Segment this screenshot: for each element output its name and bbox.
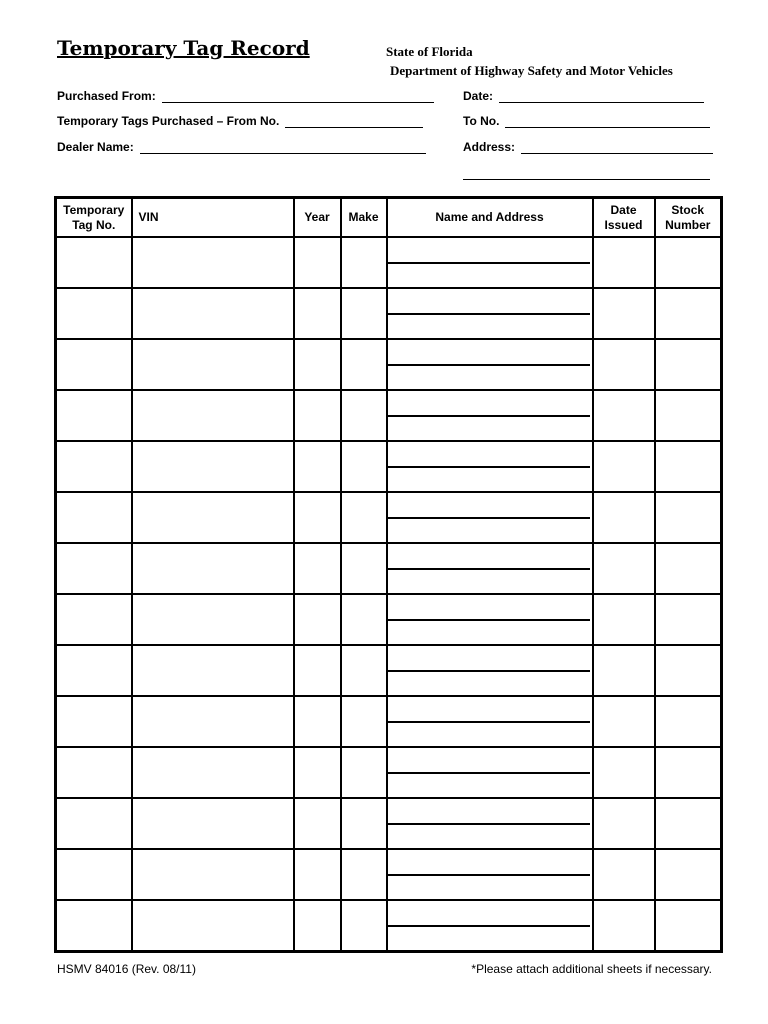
vin-cell[interactable] bbox=[132, 594, 294, 645]
name-address-cell[interactable] bbox=[387, 339, 593, 390]
dealer-name-line[interactable] bbox=[140, 141, 426, 154]
table-row bbox=[56, 441, 722, 492]
tags-from-no-field[interactable] bbox=[57, 114, 423, 128]
table-row bbox=[56, 900, 722, 952]
tag-no-cell[interactable] bbox=[56, 492, 132, 543]
stock-number-cell[interactable] bbox=[655, 492, 722, 543]
name-address-cell[interactable] bbox=[387, 543, 593, 594]
tag-no-cell[interactable] bbox=[56, 849, 132, 900]
stock-number-cell[interactable] bbox=[655, 543, 722, 594]
date-line[interactable] bbox=[499, 90, 704, 103]
col-header-tag-no: Temporary Tag No. bbox=[56, 198, 132, 238]
make-cell[interactable] bbox=[341, 288, 387, 339]
year-cell[interactable] bbox=[294, 594, 341, 645]
date-issued-cell[interactable] bbox=[593, 390, 655, 441]
address-line-2[interactable] bbox=[463, 167, 710, 180]
make-cell[interactable] bbox=[341, 543, 387, 594]
address-field[interactable] bbox=[463, 140, 713, 154]
tag-no-cell[interactable] bbox=[56, 288, 132, 339]
col-header-make: Make bbox=[341, 198, 387, 238]
table-row bbox=[56, 390, 722, 441]
table-header-row bbox=[56, 198, 722, 238]
name-address-divider bbox=[388, 721, 590, 723]
stock-number-cell[interactable] bbox=[655, 339, 722, 390]
name-address-divider bbox=[388, 262, 590, 264]
name-address-cell[interactable] bbox=[387, 747, 593, 798]
year-cell[interactable] bbox=[294, 237, 341, 288]
table-row bbox=[56, 645, 722, 696]
make-cell[interactable] bbox=[341, 798, 387, 849]
vin-cell[interactable] bbox=[132, 798, 294, 849]
date-issued-cell[interactable] bbox=[593, 237, 655, 288]
name-address-divider bbox=[388, 772, 590, 774]
stock-number-cell[interactable] bbox=[655, 900, 722, 952]
vin-cell[interactable] bbox=[132, 237, 294, 288]
date-issued-cell[interactable] bbox=[593, 339, 655, 390]
address-line-1[interactable] bbox=[521, 141, 713, 154]
table-row bbox=[56, 849, 722, 900]
tag-no-cell[interactable] bbox=[56, 390, 132, 441]
make-cell[interactable] bbox=[341, 645, 387, 696]
date-issued-cell[interactable] bbox=[593, 492, 655, 543]
date-issued-cell[interactable] bbox=[593, 645, 655, 696]
stock-number-cell[interactable] bbox=[655, 747, 722, 798]
table-row bbox=[56, 696, 722, 747]
table-row bbox=[56, 237, 722, 288]
tag-no-cell[interactable] bbox=[56, 645, 132, 696]
to-no-field[interactable] bbox=[463, 114, 710, 128]
table-row bbox=[56, 288, 722, 339]
name-address-cell[interactable] bbox=[387, 492, 593, 543]
make-cell[interactable] bbox=[341, 492, 387, 543]
agency-state: State of Florida bbox=[386, 44, 473, 59]
vin-cell[interactable] bbox=[132, 900, 294, 952]
make-cell[interactable] bbox=[341, 237, 387, 288]
stock-number-cell[interactable] bbox=[655, 441, 722, 492]
year-cell[interactable] bbox=[294, 390, 341, 441]
name-address-cell[interactable] bbox=[387, 645, 593, 696]
make-cell[interactable] bbox=[341, 696, 387, 747]
tag-no-cell[interactable] bbox=[56, 900, 132, 952]
tags-from-no-label: Temporary Tags Purchased – From No. bbox=[57, 114, 280, 128]
name-address-cell[interactable] bbox=[387, 900, 593, 952]
table-body bbox=[56, 237, 722, 952]
vin-cell[interactable] bbox=[132, 747, 294, 798]
make-cell[interactable] bbox=[341, 594, 387, 645]
col-header-stock-number: Stock Number bbox=[655, 198, 722, 238]
name-address-divider bbox=[388, 874, 590, 876]
col-header-name-address: Name and Address bbox=[387, 198, 593, 238]
year-cell[interactable] bbox=[294, 696, 341, 747]
tag-no-cell[interactable] bbox=[56, 747, 132, 798]
stock-number-cell[interactable] bbox=[655, 849, 722, 900]
stock-number-cell[interactable] bbox=[655, 237, 722, 288]
tag-no-cell[interactable] bbox=[56, 696, 132, 747]
stock-number-cell[interactable] bbox=[655, 696, 722, 747]
year-cell[interactable] bbox=[294, 849, 341, 900]
year-cell[interactable] bbox=[294, 900, 341, 952]
name-address-cell[interactable] bbox=[387, 798, 593, 849]
date-issued-cell[interactable] bbox=[593, 543, 655, 594]
purchased-from-label: Purchased From: bbox=[57, 89, 156, 103]
stock-number-cell[interactable] bbox=[655, 288, 722, 339]
year-cell[interactable] bbox=[294, 339, 341, 390]
dealer-name-label: Dealer Name: bbox=[57, 140, 134, 154]
name-address-cell[interactable] bbox=[387, 849, 593, 900]
name-address-divider bbox=[388, 415, 590, 417]
vin-cell[interactable] bbox=[132, 849, 294, 900]
vin-cell[interactable] bbox=[132, 288, 294, 339]
table-row bbox=[56, 543, 722, 594]
agency-department: Department of Highway Safety and Motor Vehicles bbox=[390, 63, 673, 78]
year-cell[interactable] bbox=[294, 747, 341, 798]
tag-no-cell[interactable] bbox=[56, 339, 132, 390]
name-address-divider bbox=[388, 313, 590, 315]
dealer-name-field[interactable] bbox=[57, 140, 426, 154]
vin-cell[interactable] bbox=[132, 390, 294, 441]
vin-cell[interactable] bbox=[132, 696, 294, 747]
col-header-date-issued: Date Issued bbox=[593, 198, 655, 238]
col-header-vin: VIN bbox=[132, 198, 294, 238]
table-row bbox=[56, 798, 722, 849]
date-issued-cell[interactable] bbox=[593, 900, 655, 952]
table-row bbox=[56, 492, 722, 543]
form-number: HSMV 84016 (Rev. 08/11) bbox=[57, 962, 196, 976]
date-issued-cell[interactable] bbox=[593, 594, 655, 645]
tag-no-cell[interactable] bbox=[56, 543, 132, 594]
name-address-divider bbox=[388, 364, 590, 366]
col-header-year: Year bbox=[294, 198, 341, 238]
date-issued-cell[interactable] bbox=[593, 696, 655, 747]
name-address-divider bbox=[388, 925, 590, 927]
name-address-cell[interactable] bbox=[387, 594, 593, 645]
form-title: Temporary Tag Record bbox=[57, 36, 310, 60]
stock-number-cell[interactable] bbox=[655, 594, 722, 645]
year-cell[interactable] bbox=[294, 441, 341, 492]
make-cell[interactable] bbox=[341, 747, 387, 798]
name-address-divider bbox=[388, 568, 590, 570]
year-cell[interactable] bbox=[294, 798, 341, 849]
name-address-divider bbox=[388, 670, 590, 672]
year-cell[interactable] bbox=[294, 288, 341, 339]
purchased-from-line[interactable] bbox=[162, 90, 434, 103]
name-address-divider bbox=[388, 466, 590, 468]
name-address-divider bbox=[388, 517, 590, 519]
year-cell[interactable] bbox=[294, 492, 341, 543]
vin-cell[interactable] bbox=[132, 645, 294, 696]
make-cell[interactable] bbox=[341, 339, 387, 390]
stock-number-cell[interactable] bbox=[655, 798, 722, 849]
stock-number-cell[interactable] bbox=[655, 390, 722, 441]
date-field[interactable] bbox=[463, 89, 704, 103]
vin-cell[interactable] bbox=[132, 339, 294, 390]
name-address-cell[interactable] bbox=[387, 390, 593, 441]
vin-cell[interactable] bbox=[132, 441, 294, 492]
name-address-cell[interactable] bbox=[387, 696, 593, 747]
year-cell[interactable] bbox=[294, 543, 341, 594]
stock-number-cell[interactable] bbox=[655, 645, 722, 696]
make-cell[interactable] bbox=[341, 849, 387, 900]
table-row bbox=[56, 339, 722, 390]
name-address-cell[interactable] bbox=[387, 237, 593, 288]
vin-cell[interactable] bbox=[132, 492, 294, 543]
table-row bbox=[56, 747, 722, 798]
name-address-divider bbox=[388, 823, 590, 825]
purchased-from-field[interactable] bbox=[57, 89, 434, 103]
tag-no-cell[interactable] bbox=[56, 441, 132, 492]
tag-no-cell[interactable] bbox=[56, 798, 132, 849]
name-address-divider bbox=[388, 619, 590, 621]
tag-record-table bbox=[54, 196, 723, 953]
date-issued-cell[interactable] bbox=[593, 288, 655, 339]
make-cell[interactable] bbox=[341, 441, 387, 492]
date-issued-cell[interactable] bbox=[593, 849, 655, 900]
date-issued-cell[interactable] bbox=[593, 798, 655, 849]
tag-no-cell[interactable] bbox=[56, 594, 132, 645]
date-issued-cell[interactable] bbox=[593, 441, 655, 492]
make-cell[interactable] bbox=[341, 390, 387, 441]
vin-cell[interactable] bbox=[132, 543, 294, 594]
tag-no-cell[interactable] bbox=[56, 237, 132, 288]
date-label: Date: bbox=[463, 89, 494, 103]
to-no-label: To No. bbox=[463, 114, 500, 128]
year-cell[interactable] bbox=[294, 645, 341, 696]
address-label: Address: bbox=[463, 140, 516, 154]
tags-from-no-line[interactable] bbox=[285, 115, 423, 128]
to-no-line[interactable] bbox=[505, 115, 710, 128]
make-cell[interactable] bbox=[341, 900, 387, 952]
name-address-cell[interactable] bbox=[387, 441, 593, 492]
table-row bbox=[56, 594, 722, 645]
name-address-cell[interactable] bbox=[387, 288, 593, 339]
attach-note: *Please attach additional sheets if necessary. bbox=[471, 962, 712, 976]
date-issued-cell[interactable] bbox=[593, 747, 655, 798]
